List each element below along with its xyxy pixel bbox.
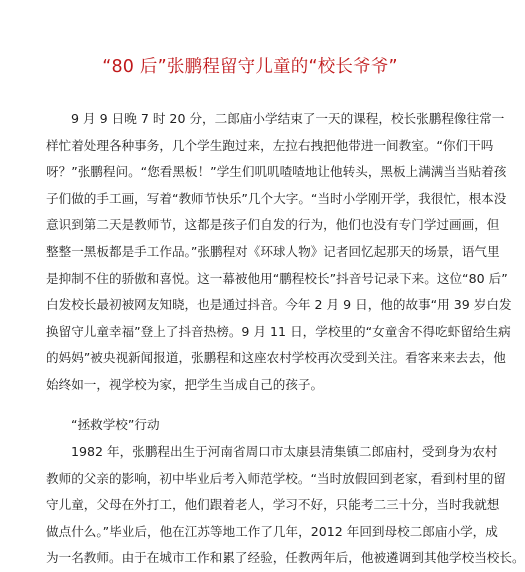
paragraph-1: [46, 106, 512, 399]
section-heading-block: [46, 412, 462, 439]
text-line: 白发校长最初被网友知晓，也是通过抖音。今年 2 月 9 日，他的故事“用 39 岁白发: [46, 297, 512, 313]
text-line: 始终如一，视学校为家，把学生当成自己的孩子。: [46, 376, 324, 392]
text-line: 守儿童，父母在外打工，他们跟着老人，学习不好，只能考二三十分，当时我就想: [46, 497, 500, 513]
text-line: 整整一黑板都是手工作品。”张鹏程对《环球人物》记者回忆起那天的场景，语气里: [46, 243, 500, 259]
text-line: 呀？”张鹏程问。“您看黑板！”学生们叽叽喳喳地让他转头，黑板上满满当当贴着孩: [46, 164, 507, 180]
text-line: 为一名教师。由于在城市工作和累了经验，任教两年后，他被遴调到其他学校当校长。: [46, 550, 525, 566]
text-line: 意识到第二天是教师节，这都是孩子们自发的行为，他们也没有专门学过画画，但: [46, 217, 500, 233]
article-title: “80 后”张鹏程留守儿童的“校长爷爷”: [102, 57, 398, 77]
text-line: 1982 年，张鹏程出生于河南省周口市太康县清集镇二郎庙村，受到身为农村: [71, 444, 498, 459]
text-line: 是抑制不住的骄傲和喜悦。这一幕被他用“鹏程校长”抖音号记录下来。这位“80 后”: [46, 270, 508, 286]
text-line: 换留守儿童幸福”登上了抖音热榜。9 月 11 日，学校里的“女童舍不得吃虾留给生病: [46, 323, 511, 339]
text-line: 样忙着处理各种事务，几个学生跑过来，左拉右拽把他带进一间教室。“你们干吗: [46, 137, 494, 153]
text-line: 子们做的手工画，写着“教师节快乐”几个大字。“当时小学刚开学，我很忙，根本没: [46, 190, 507, 206]
text-line: 9 月 9 日晚 7 时 20 分，二郎庙小学结束了一天的课程，校长张鹏程像往常一: [71, 111, 505, 126]
paragraph-2: [46, 439, 525, 572]
section-heading: “拯救学校”行动: [71, 417, 160, 432]
text-line: 做点什么。”毕业后，他在江苏等地工作了几年，2012 年回到母校二郎庙小学，成: [46, 523, 498, 539]
text-line: 的妈妈”被央视新闻报道，张鹏程和这座农村学校再次受到关注。看客来来去去，他: [46, 350, 506, 366]
text-line: 教师的父亲的影响，初中毕业后考入师范学校。“当时放假回到老家，看到村里的留: [46, 470, 506, 486]
